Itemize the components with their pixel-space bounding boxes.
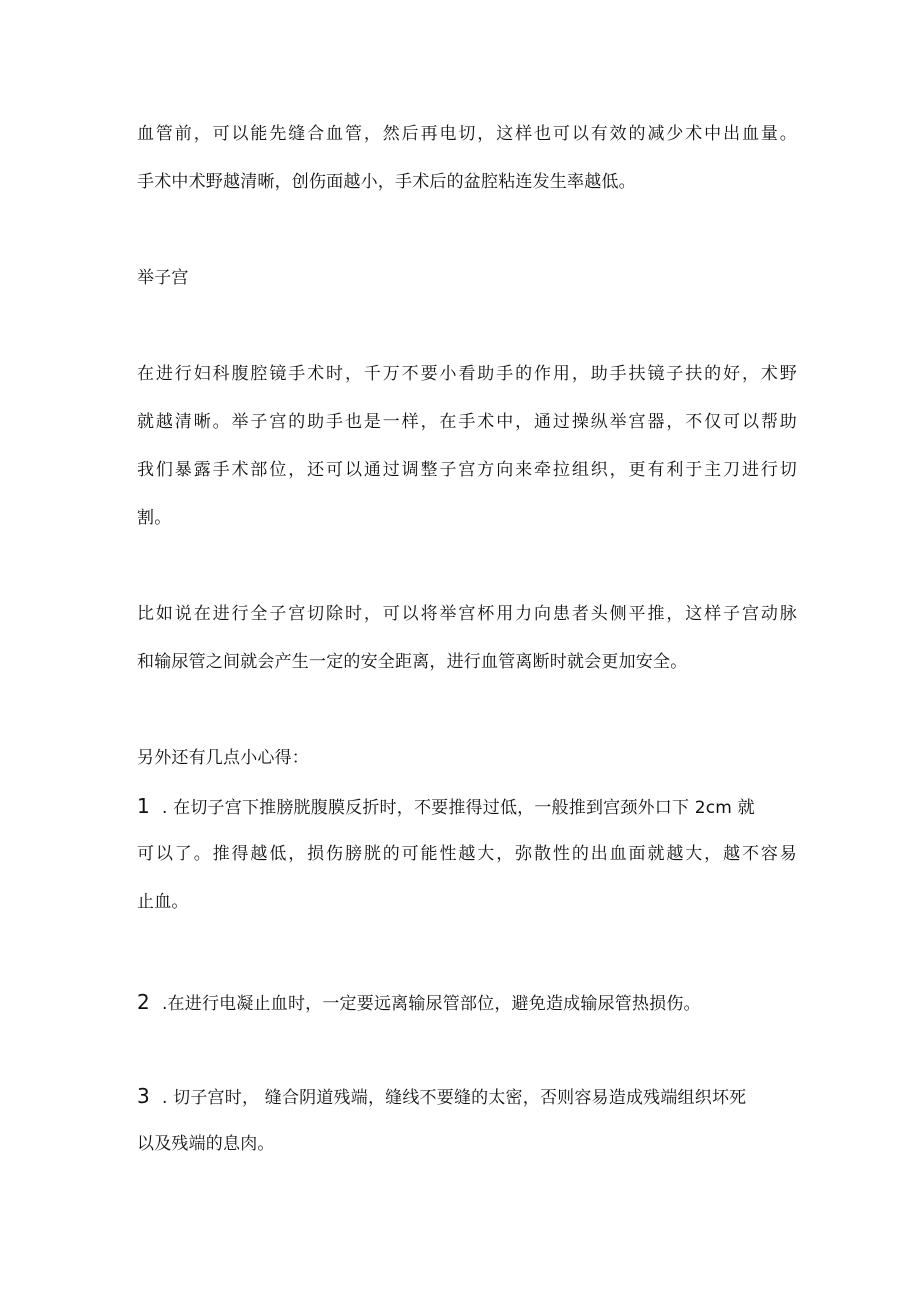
tip-1-text: . 在切子宫下推膀胱腹膜反折时，不要推得过低，一般推到宫颈外口下 2cm 就 (161, 798, 755, 818)
tip-1-line-3: 止血。 (137, 892, 189, 912)
tip-3-number: 3 (137, 1084, 150, 1108)
para1-line-3: 我们暴露手术部位，还可以通过调整子宫方向来牵拉组织，更有利于主刀进行切 (137, 460, 797, 480)
tip-1-number: 1 (137, 794, 150, 818)
tip-3-line-1 (137, 1084, 797, 1110)
tip-2-text: .在进行电凝止血时，一定要远离输尿管部位，避免造成输尿管热损伤。 (161, 994, 701, 1014)
tip-2-line-1 (137, 990, 797, 1016)
intro-line-1: 血管前，可以能先缝合血管，然后再电切，这样也可以有效的减少术中出血量。 (137, 124, 797, 144)
para1-line-4: 割。 (137, 508, 172, 528)
section-heading: 举子宫 (137, 268, 189, 288)
para1-line-2: 就越清晰。举子宫的助手也是一样，在手术中，通过操纵举宫器，不仅可以帮助 (137, 412, 797, 432)
tip-2-number: 2 (137, 990, 150, 1014)
para1-line-1: 在进行妇科腹腔镜手术时，千万不要小看助手的作用，助手扶镜子扶的好，术野 (137, 364, 797, 384)
tip-3-line-2: 以及残端的息肉。 (137, 1134, 275, 1154)
tip-1-line-1 (137, 794, 797, 820)
tip-3-text: . 切子宫时， 缝合阴道残端，缝线不要缝的太密，否则容易造成残端组织坏死 (161, 1088, 747, 1108)
para2-line-1: 比如说在进行全子宫切除时，可以将举宫杯用力向患者头侧平推，这样子宫动脉 (137, 604, 797, 624)
para2-line-2: 和输尿管之间就会产生一定的安全距离，进行血管离断时就会更加安全。 (137, 652, 688, 672)
tips-intro: 另外还有几点小心得： (137, 748, 309, 768)
tip-1-line-2: 可以了。推得越低，损伤膀胱的可能性越大，弥散性的出血面就越大，越不容易 (137, 844, 797, 864)
intro-line-2: 手术中术野越清晰，创伤面越小，手术后的盆腔粘连发生率越低。 (137, 172, 636, 192)
